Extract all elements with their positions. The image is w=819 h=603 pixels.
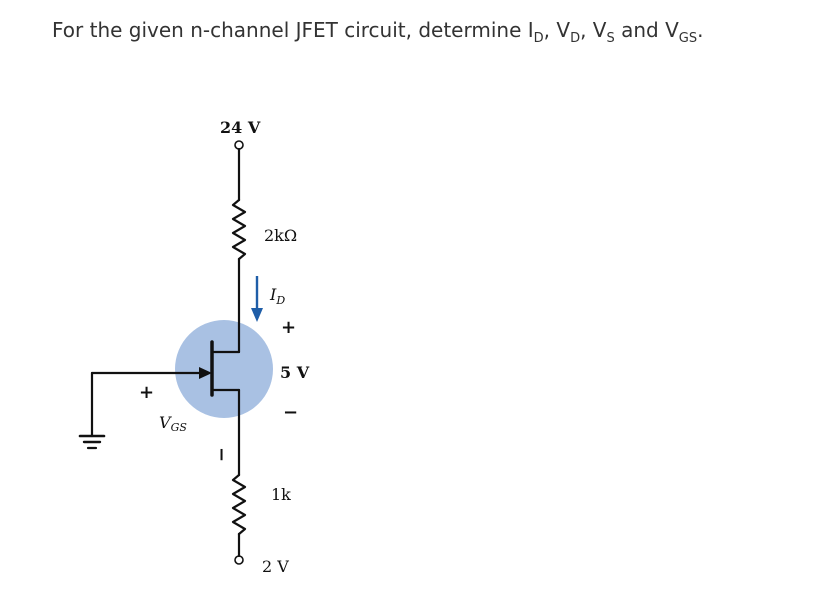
rd-resistor — [233, 200, 245, 259]
subscript-id: D — [533, 31, 544, 46]
vgs-plus-sign: + — [139, 382, 155, 403]
id-arrow-icon — [251, 308, 263, 322]
vds-minus-sign: − — [283, 402, 299, 423]
vgs-label-sub: GS — [170, 421, 187, 434]
vgs-minus-sign: − — [211, 447, 232, 463]
jfet-highlight-circle — [175, 320, 273, 418]
question-sep-2: , V — [580, 18, 607, 42]
subscript-vs: S — [606, 31, 615, 46]
rs-value-label: 1k — [271, 485, 291, 504]
source-supply-label: 2 V — [262, 557, 289, 576]
vgs-label — [159, 413, 187, 434]
vds-plus-sign: + — [281, 317, 297, 338]
id-label-main: I — [270, 285, 277, 304]
subscript-vd: D — [570, 31, 581, 46]
vds-value-label: 5 V — [280, 363, 310, 382]
source-supply-terminal — [235, 556, 243, 564]
supply-terminal — [235, 141, 243, 149]
rd-value-label: 2kΩ — [264, 226, 298, 245]
question-and: and V — [614, 18, 679, 42]
id-label-sub: D — [276, 294, 286, 307]
question-prefix: For the given n-channel JFET circuit, determine I — [52, 18, 534, 42]
supply-voltage-label: 24 V — [220, 118, 261, 137]
vgs-label-main: V — [159, 413, 171, 432]
question-suffix: . — [697, 18, 704, 42]
subscript-vgs: GS — [678, 31, 698, 46]
rs-resistor — [233, 475, 245, 534]
question-sep-1: , V — [543, 18, 571, 42]
id-label — [269, 285, 285, 307]
